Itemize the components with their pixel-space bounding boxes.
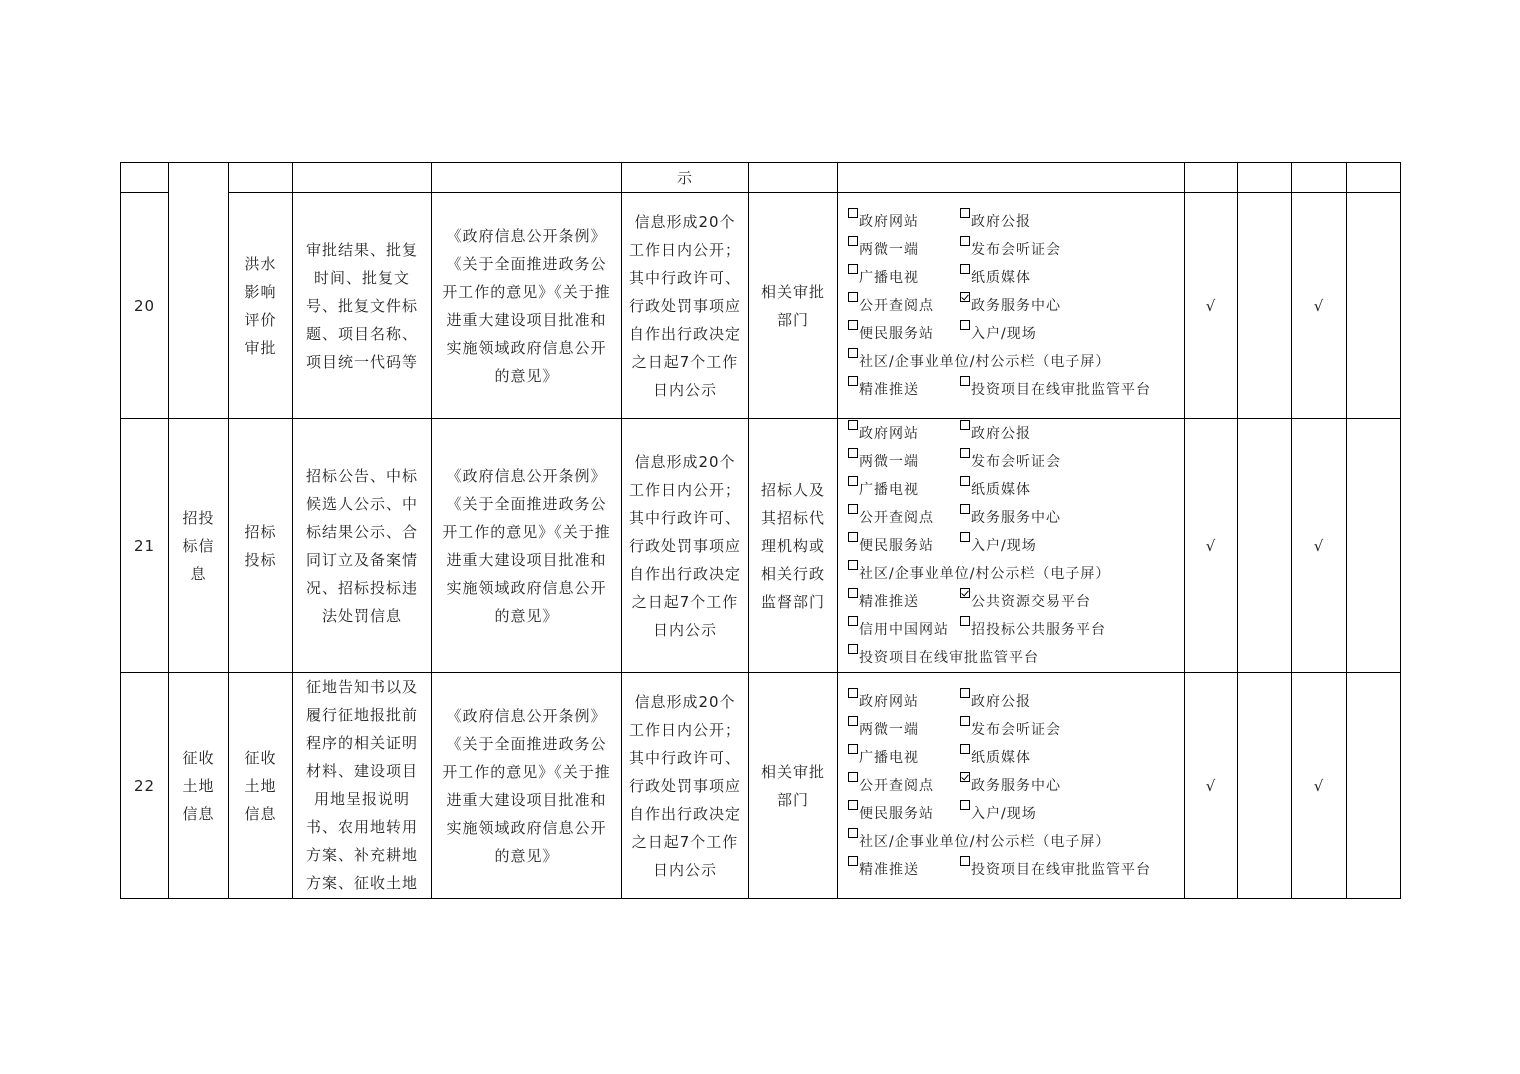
table-row — [121, 419, 1401, 673]
channel-line — [848, 532, 1184, 560]
checkbox-icon — [960, 688, 970, 698]
channel-option — [848, 744, 960, 772]
channel-option — [848, 376, 960, 404]
checkbox-icon — [848, 828, 858, 838]
checkbox-icon — [848, 236, 858, 246]
cell-channels — [838, 193, 1185, 419]
channel-option — [848, 504, 960, 532]
channel-option — [960, 476, 1031, 504]
checkbox-icon — [848, 744, 858, 754]
channel-option — [960, 800, 1037, 828]
channel-option — [960, 448, 1061, 476]
channel-option — [848, 348, 1110, 376]
table-row — [121, 163, 1401, 193]
channel-option — [848, 236, 960, 264]
channel-label: 纸质媒体 — [971, 749, 1031, 766]
checkbox-icon — [960, 504, 970, 514]
channel-label: 投资项目在线审批监管平台 — [971, 381, 1151, 398]
checkbox-icon — [960, 532, 970, 542]
checkbox-icon — [848, 448, 858, 458]
channel-label: 两微一端 — [859, 453, 919, 470]
checkbox-icon — [960, 376, 970, 386]
channel-line — [848, 292, 1184, 320]
channel-label: 公开查阅点 — [859, 777, 934, 794]
checkbox-icon — [848, 716, 858, 726]
channel-label: 政府网站 — [859, 425, 919, 442]
channel-option — [848, 208, 960, 236]
channel-line — [848, 688, 1184, 716]
channel-list — [848, 420, 1184, 672]
channel-line — [848, 420, 1184, 448]
channel-line — [848, 504, 1184, 532]
channel-label: 广播电视 — [859, 481, 919, 498]
channel-label: 广播电视 — [859, 749, 919, 766]
checkbox-icon — [848, 476, 858, 486]
channel-label: 纸质媒体 — [971, 269, 1031, 286]
checkbox-icon — [848, 348, 858, 358]
channel-label: 政务服务中心 — [971, 509, 1061, 526]
cell-mark: √ — [1292, 673, 1347, 899]
checkbox-icon — [848, 688, 858, 698]
channel-line — [848, 560, 1184, 588]
cell-item: 洪水影响评价审批 — [229, 193, 293, 419]
cell-content: 审批结果、批复时间、批复文号、批复文件标题、项目名称、项目统一代码等 — [293, 193, 432, 419]
disclosure-table — [120, 162, 1401, 899]
channel-label: 信用中国网站 — [859, 621, 949, 638]
channel-option — [960, 856, 1151, 884]
checkbox-icon — [848, 320, 858, 330]
cell-row-number: 21 — [121, 419, 169, 673]
channel-label: 政府网站 — [859, 693, 919, 710]
cell-mark: √ — [1185, 673, 1238, 899]
channel-label: 精准推送 — [859, 861, 919, 878]
cell-basis: 《政府信息公开条例》《关于全面推进政务公开工作的意见》《关于推进重大建设项目批准和实施领域政府信息公开的意见》 — [432, 193, 622, 419]
cell-empty — [293, 163, 432, 193]
checkbox-icon — [960, 320, 970, 330]
channel-label: 两微一端 — [859, 721, 919, 738]
channel-line — [848, 772, 1184, 800]
channel-line — [848, 744, 1184, 772]
channel-label: 投资项目在线审批监管平台 — [859, 649, 1039, 666]
channel-label: 公共资源交易平台 — [971, 593, 1091, 610]
cell-mark — [1238, 419, 1292, 673]
channel-label: 社区/企事业单位/村公示栏（电子屏） — [859, 353, 1111, 370]
checkbox-icon — [960, 856, 970, 866]
channel-option — [960, 688, 1031, 716]
checkbox-icon — [848, 560, 858, 570]
channel-option — [848, 264, 960, 292]
channel-label: 社区/企事业单位/村公示栏（电子屏） — [859, 833, 1111, 850]
cell-mark — [1238, 673, 1292, 899]
channel-option — [960, 264, 1031, 292]
cell-subject: 相关审批部门 — [749, 193, 838, 419]
channel-option — [960, 744, 1031, 772]
checkbox-icon — [960, 616, 970, 626]
checkbox-icon — [848, 208, 858, 218]
channel-label: 公开查阅点 — [859, 509, 934, 526]
cell-channels — [838, 419, 1185, 673]
channel-line — [848, 236, 1184, 264]
channel-option — [848, 448, 960, 476]
table-row — [121, 673, 1401, 899]
channel-option — [960, 588, 1091, 616]
cell-empty — [1347, 163, 1401, 193]
checkbox-icon — [960, 744, 970, 754]
channel-label: 发布会听证会 — [971, 241, 1061, 258]
channel-option — [848, 828, 1110, 856]
channel-option — [848, 800, 960, 828]
cell-basis: 《政府信息公开条例》《关于全面推进政务公开工作的意见》《关于推进重大建设项目批准和实施领域政府信息公开的意见》 — [432, 673, 622, 899]
channel-label: 社区/企事业单位/村公示栏（电子屏） — [859, 565, 1111, 582]
checkbox-icon — [960, 448, 970, 458]
channel-line — [848, 828, 1184, 856]
cell-subject: 相关审批部门 — [749, 673, 838, 899]
channel-line — [848, 348, 1184, 376]
channel-option — [848, 476, 960, 504]
channel-label: 便民服务站 — [859, 325, 934, 342]
channel-label: 投资项目在线审批监管平台 — [971, 861, 1151, 878]
channel-line — [848, 448, 1184, 476]
channel-option — [960, 504, 1061, 532]
channel-option — [848, 856, 960, 884]
channel-label: 政府公报 — [971, 213, 1031, 230]
channel-line — [848, 616, 1184, 644]
channel-option — [848, 772, 960, 800]
checkbox-icon — [848, 532, 858, 542]
channel-option — [960, 532, 1037, 560]
table-row — [121, 193, 1401, 419]
cell-mark — [1238, 193, 1292, 419]
cell-category — [169, 163, 229, 419]
checkbox-icon — [848, 800, 858, 810]
channel-option — [960, 236, 1061, 264]
cell-channels — [838, 673, 1185, 899]
cell-content: 招标公告、中标候选人公示、中标结果公示、合同订立及备案情况、招标投标违法处罚信息 — [293, 419, 432, 673]
checkbox-icon — [848, 616, 858, 626]
channel-list — [848, 208, 1184, 404]
channel-line — [848, 800, 1184, 828]
cell-row-number: 22 — [121, 673, 169, 899]
channel-label: 发布会听证会 — [971, 453, 1061, 470]
channel-option — [848, 588, 960, 616]
checkbox-icon — [960, 476, 970, 486]
channel-option — [848, 560, 1110, 588]
channel-option — [960, 376, 1151, 404]
checked-box-icon — [960, 772, 970, 782]
checkbox-icon — [848, 588, 858, 598]
channel-option — [848, 292, 960, 320]
channel-option — [848, 644, 1039, 672]
channel-label: 精准推送 — [859, 381, 919, 398]
channel-label: 公开查阅点 — [859, 297, 934, 314]
channel-list — [848, 688, 1184, 884]
cell-item: 招标投标 — [229, 419, 293, 673]
channel-line — [848, 320, 1184, 348]
cell-mark: √ — [1292, 193, 1347, 419]
cell-basis: 《政府信息公开条例》《关于全面推进政务公开工作的意见》《关于推进重大建设项目批准和实施领域政府信息公开的意见》 — [432, 419, 622, 673]
cell-category: 招投标信息 — [169, 419, 229, 673]
channel-option — [960, 716, 1061, 744]
checkbox-icon — [848, 376, 858, 386]
cell-timing: 信息形成20个工作日内公开；其中行政许可、行政处罚事项应自作出行政决定之日起7个工作日内公示 — [622, 419, 749, 673]
cell-content: 征地告知书以及履行征地报批前程序的相关证明材料、建设项目用地呈报说明书、农用地转用方案、补充耕地方案、征收土地 — [293, 673, 432, 899]
checkbox-icon — [960, 716, 970, 726]
checkbox-icon — [848, 504, 858, 514]
channel-option — [848, 616, 960, 644]
cell-timing: 信息形成20个工作日内公开；其中行政许可、行政处罚事项应自作出行政决定之日起7个工作日内公示 — [622, 673, 749, 899]
channel-line — [848, 476, 1184, 504]
checkbox-icon — [960, 208, 970, 218]
checkbox-icon — [848, 856, 858, 866]
channel-option — [960, 772, 1061, 800]
channel-label: 政务服务中心 — [971, 297, 1061, 314]
cell-empty — [838, 163, 1185, 193]
channel-option — [848, 688, 960, 716]
channel-label: 入户/现场 — [971, 805, 1037, 822]
checkbox-icon — [848, 420, 858, 430]
cell-timing-tail: 示 — [622, 163, 749, 193]
checked-box-icon — [960, 292, 970, 302]
checkbox-icon — [848, 264, 858, 274]
cell-empty — [1292, 163, 1347, 193]
cell-timing: 信息形成20个工作日内公开；其中行政许可、行政处罚事项应自作出行政决定之日起7个工作日内公示 — [622, 193, 749, 419]
channel-label: 政府网站 — [859, 213, 919, 230]
checkbox-icon — [960, 800, 970, 810]
channel-label: 精准推送 — [859, 593, 919, 610]
cell-empty — [1238, 163, 1292, 193]
channel-label: 入户/现场 — [971, 537, 1037, 554]
checkbox-icon — [848, 644, 858, 654]
channel-option — [960, 420, 1031, 448]
channel-label: 入户/现场 — [971, 325, 1037, 342]
channel-label: 发布会听证会 — [971, 721, 1061, 738]
checkbox-icon — [960, 236, 970, 246]
channel-option — [960, 292, 1061, 320]
channel-option — [960, 320, 1037, 348]
checkbox-icon — [848, 772, 858, 782]
channel-line — [848, 716, 1184, 744]
checked-box-icon — [960, 588, 970, 598]
channel-line — [848, 588, 1184, 616]
channel-label: 招投标公共服务平台 — [971, 621, 1106, 638]
cell-empty — [1185, 163, 1238, 193]
channel-line — [848, 208, 1184, 236]
cell-empty — [749, 163, 838, 193]
checkbox-icon — [960, 264, 970, 274]
cell-category: 征收土地信息 — [169, 673, 229, 899]
channel-line — [848, 264, 1184, 292]
channel-label: 便民服务站 — [859, 805, 934, 822]
cell-item: 征收土地信息 — [229, 673, 293, 899]
cell-mark: √ — [1185, 419, 1238, 673]
channel-label: 政府公报 — [971, 693, 1031, 710]
channel-line — [848, 856, 1184, 884]
channel-option — [960, 616, 1106, 644]
cell-empty — [121, 163, 169, 193]
channel-line — [848, 644, 1184, 672]
cell-row-number: 20 — [121, 193, 169, 419]
channel-label: 政务服务中心 — [971, 777, 1061, 794]
cell-mark — [1347, 673, 1401, 899]
channel-option — [848, 420, 960, 448]
channel-line — [848, 376, 1184, 404]
checkbox-icon — [848, 292, 858, 302]
channel-option — [848, 716, 960, 744]
cell-empty — [432, 163, 622, 193]
cell-mark: √ — [1185, 193, 1238, 419]
channel-label: 政府公报 — [971, 425, 1031, 442]
channel-label: 两微一端 — [859, 241, 919, 258]
cell-mark: √ — [1292, 419, 1347, 673]
cell-mark — [1347, 419, 1401, 673]
channel-label: 纸质媒体 — [971, 481, 1031, 498]
channel-option — [848, 320, 960, 348]
checkbox-icon — [960, 420, 970, 430]
channel-label: 便民服务站 — [859, 537, 934, 554]
cell-subject: 招标人及其招标代理机构或相关行政监督部门 — [749, 419, 838, 673]
cell-mark — [1347, 193, 1401, 419]
channel-label: 广播电视 — [859, 269, 919, 286]
channel-option — [848, 532, 960, 560]
channel-option — [960, 208, 1031, 236]
cell-empty — [229, 163, 293, 193]
